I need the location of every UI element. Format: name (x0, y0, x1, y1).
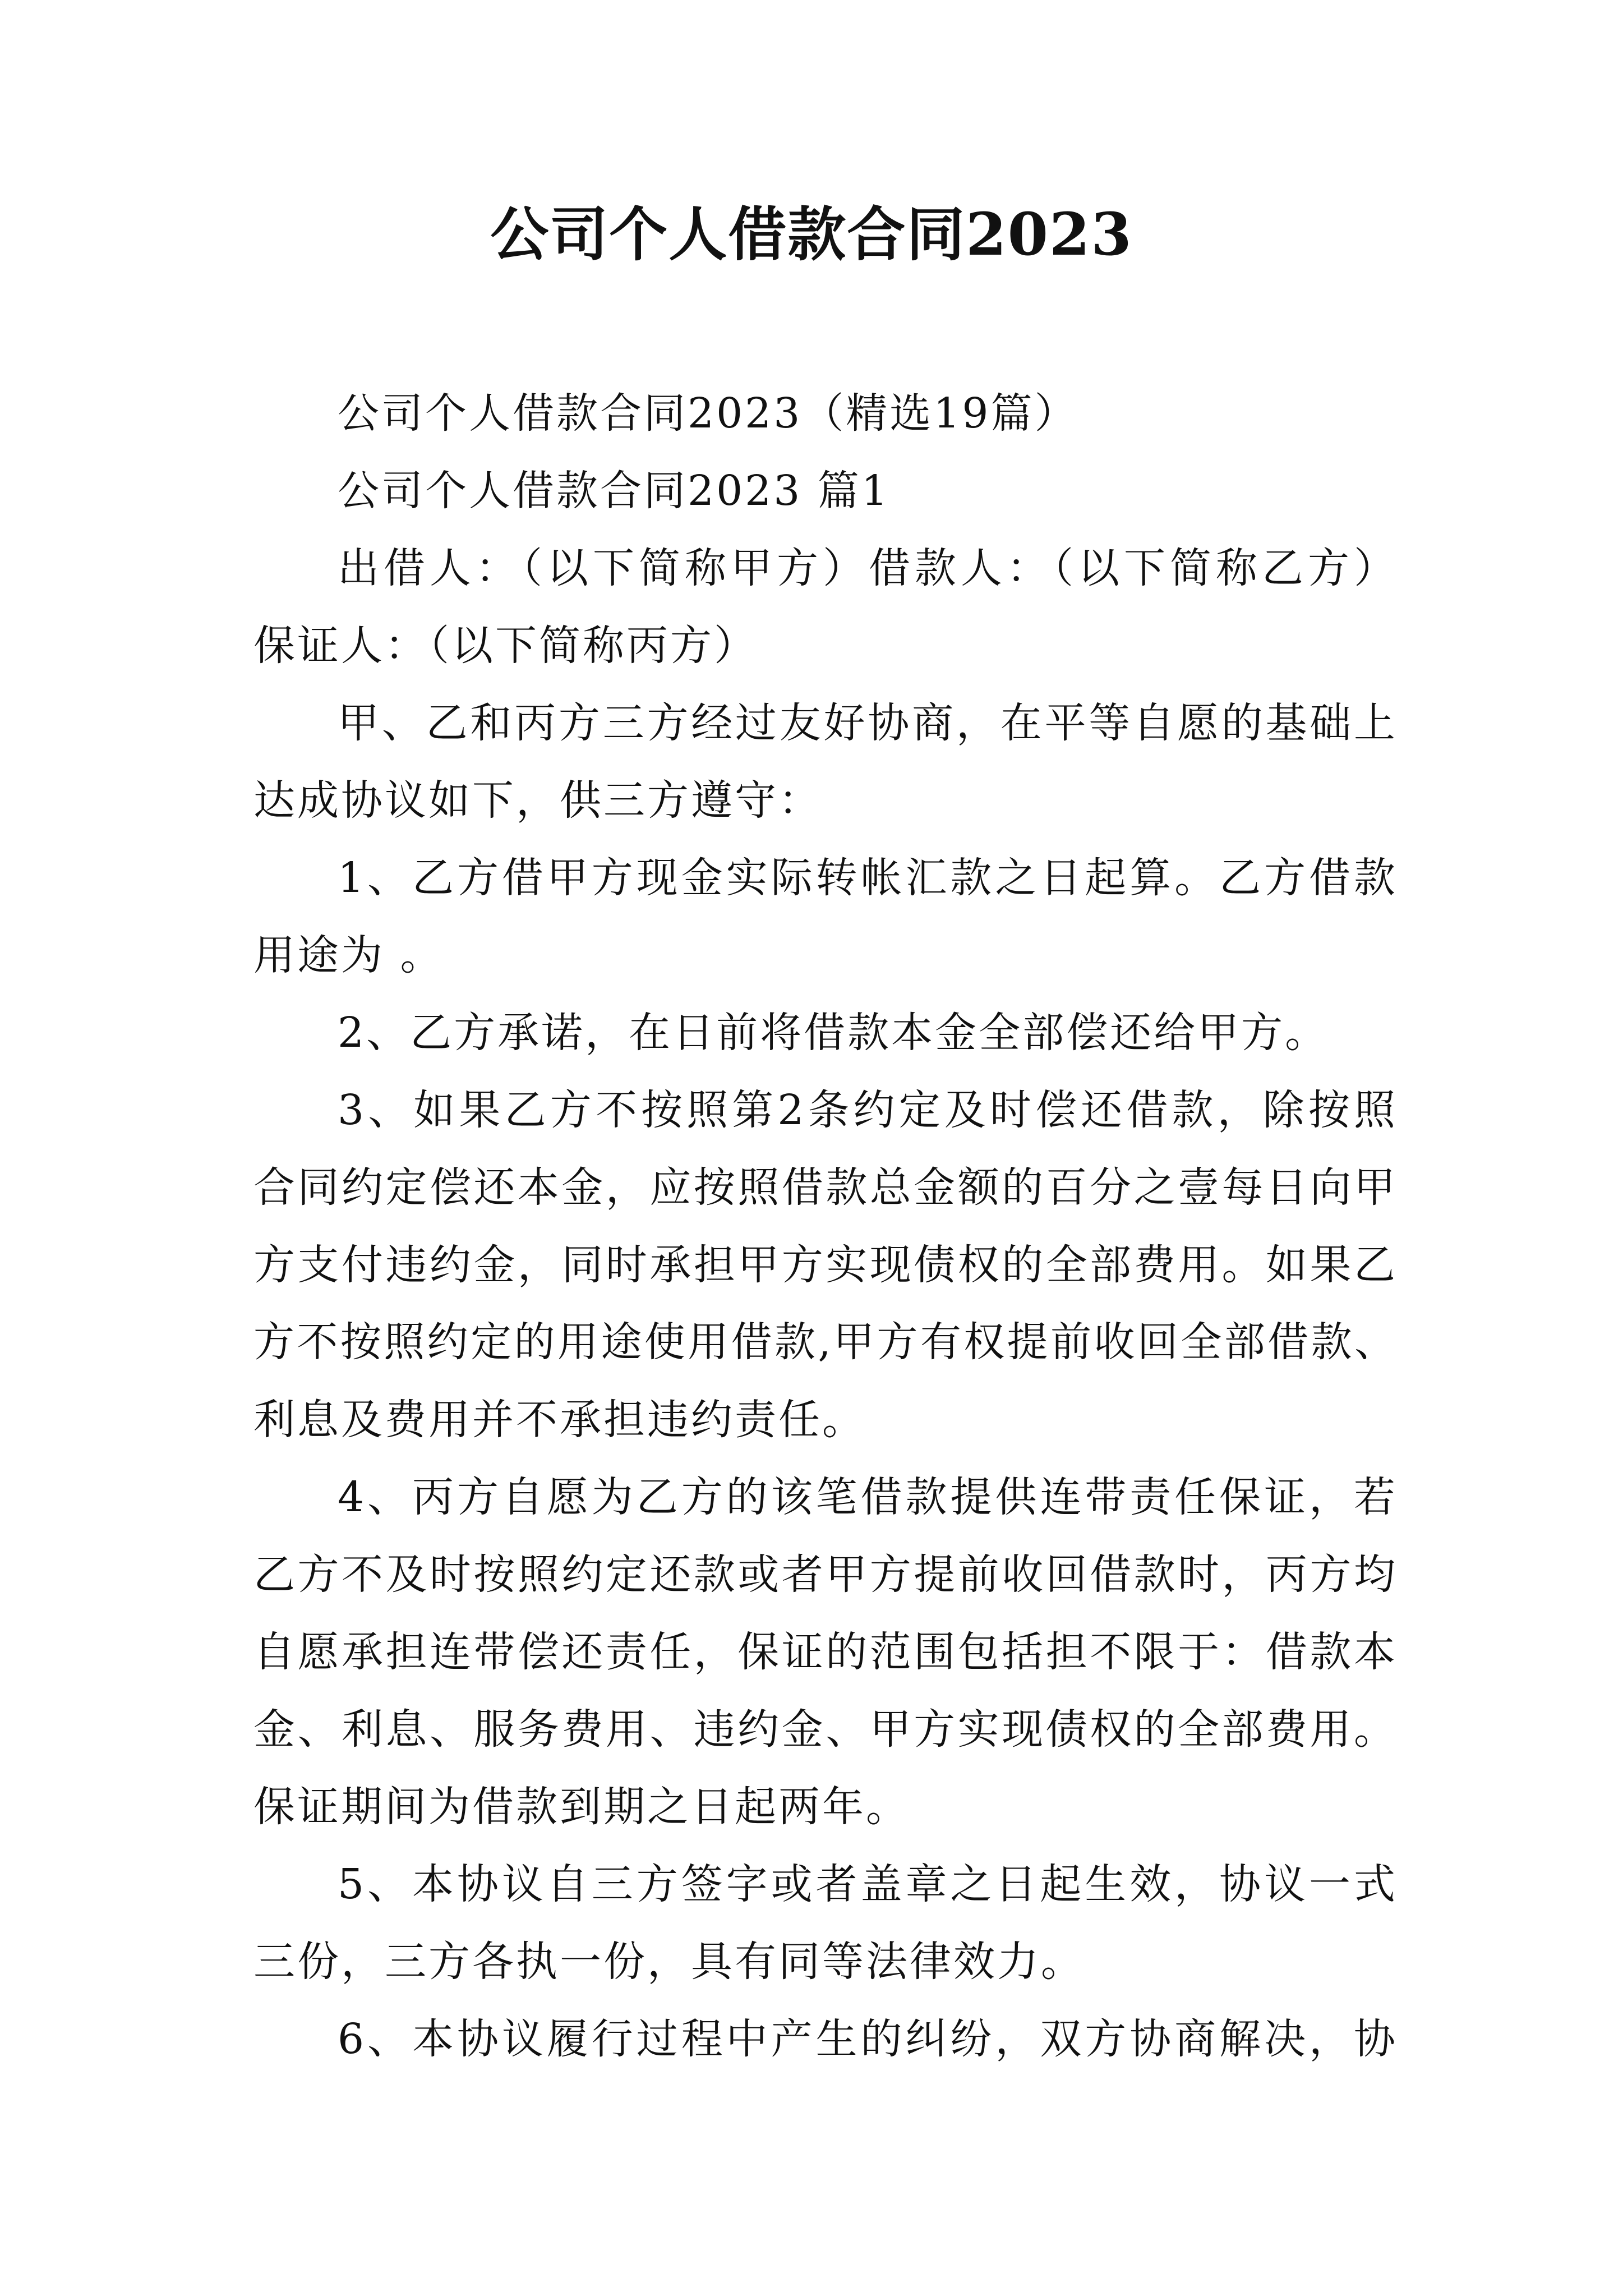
paragraph-line: 三份，三方各执一份，具有同等法律效力。 (253, 1938, 1085, 1986)
document-title: 公司个人借款合同2023 (490, 200, 1133, 269)
paragraph-line: 合同约定偿还本金，应按照借款总金额的百分之壹每日向甲 (253, 1163, 1398, 1212)
paragraph-line: 2、乙方承诺，在日前将借款本金全部偿还给甲方。 (338, 1009, 1329, 1057)
paragraph-line: 利息及费用并不承担违约责任。 (253, 1396, 866, 1444)
paragraph-line: 4、丙方自愿为乙方的该笔借款提供连带责任保证，若 (338, 1473, 1398, 1521)
paragraph-line: 达成协议如下，供三方遵守： (253, 776, 822, 825)
paragraph-line: 保证人：（以下简称丙方） (253, 622, 758, 670)
paragraph-line: 保证期间为借款到期之日起两年。 (253, 1783, 910, 1831)
subtitle-line: 公司个人借款合同2023（精选19篇） (338, 389, 1078, 438)
paragraph-line: 乙方不及时按照约定还款或者甲方提前收回借款时，丙方均 (253, 1550, 1398, 1599)
paragraph-line: 方不按照约定的用途使用借款,甲方有权提前收回全部借款、 (253, 1318, 1398, 1366)
paragraph-line: 方支付违约金，同时承担甲方实现债权的全部费用。如果乙 (253, 1241, 1398, 1289)
paragraph-line: 6、本协议履行过程中产生的纠纷，双方协商解决，协 (338, 2015, 1398, 2063)
paragraph-line: 自愿承担连带偿还责任，保证的范围包括担不限于：借款本 (253, 1628, 1398, 1676)
paragraph-line: 1、乙方借甲方现金实际转帐汇款之日起算。乙方借款 (338, 854, 1398, 902)
paragraph-line: 出借人：（以下简称甲方）借款人：（以下简称乙方） (338, 544, 1398, 592)
paragraph-line: 5、本协议自三方签字或者盖章之日起生效，协议一式 (338, 1860, 1398, 1908)
paragraph-line: 用途为 。 (253, 931, 444, 979)
paragraph-line: 3、如果乙方不按照第2条约定及时偿还借款，除按照 (338, 1086, 1398, 1134)
paragraph-line: 金、利息、服务费用、违约金、甲方实现债权的全部费用。 (253, 1705, 1398, 1754)
paragraph-line: 甲、乙和丙方三方经过友好协商，在平等自愿的基础上 (338, 699, 1398, 747)
section-heading: 公司个人借款合同2023 篇1 (338, 467, 890, 515)
